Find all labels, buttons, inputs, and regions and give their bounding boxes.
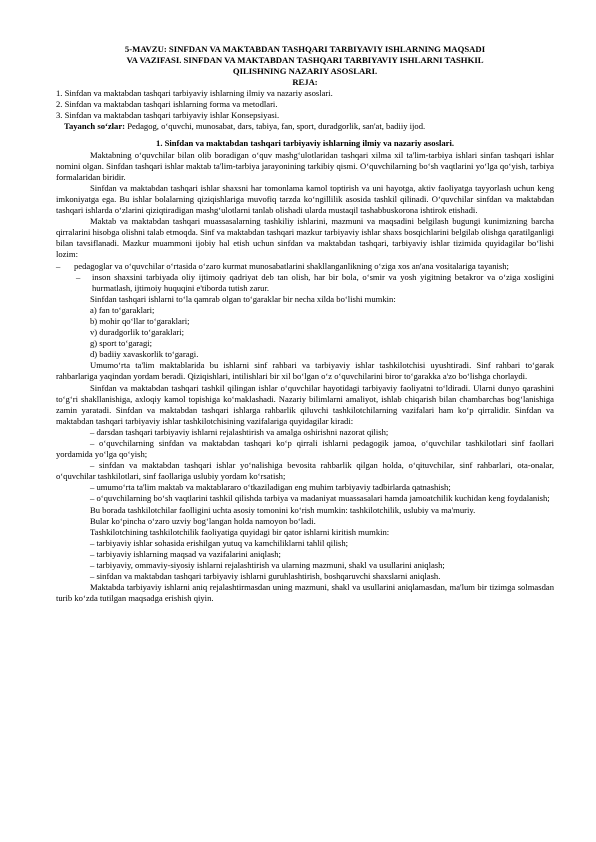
list-item: – o‘quvchilarning bo‘sh vaqtlarini tashkil qilishda tarbiya va madaniyat muassasalari hamda jamoatchilik kuchidan keng foydalanish; bbox=[90, 493, 550, 504]
paragraph: Tashkilotchining tashkilotchilik faoliyatiga quyidagi bir qator ishlarni kiritish mumkin: bbox=[90, 526, 390, 537]
list-item: – darsdan tashqari tarbiyaviy ishlarni rejalashtirish va amalga oshirishni nazorat qilish; bbox=[90, 426, 389, 437]
section-heading: 1. Sinfdan va maktabdan tashqari tarbiyaviy ishlarning ilmiy va nazariy asoslari. bbox=[156, 138, 454, 149]
paragraph: Maktab va maktabdan tashqari muassasalarning tashkiliy ishlarini, mazmuni va maqsadini belgilash bugungi kunimizning barcha qirralarini hisobga olishni talab etmoqda. Sinf va maktabdan tashqari mazkur tarbiyaviy ishlar shaxs bosqichlarini belgilab olishga qaratilganligi bilan tavsiflanadi. Mazkur muammoni ijobiy hal etish uchun sinfdan va maktabdan tashqari, tarbiyaviy ishlar tizimida quyidagilar bo‘lishi lozim: bbox=[56, 216, 554, 260]
paragraph: Sinfdan tashqari ishlarni to‘la qamrab olgan to‘garaklar bir necha xilda bo‘lishi mumkin: bbox=[90, 293, 396, 304]
list-item: – tarbiyaviy ishlar sohasida erishilgan yutuq va kamchiliklarni tahlil qilish; bbox=[90, 537, 349, 548]
list-item: – pedagoglar va o‘quvchilar o‘rtasida o‘zaro kurmat munosabatlarini shakllanganlikning o‘ziga xos an'ana vositalariga tayanish; bbox=[56, 261, 554, 272]
list-item: – umumo‘rta ta'lim maktab va maktablararo o‘tkaziladigan eng muhim tarbiyaviy tadbirlarda qatnashish; bbox=[90, 482, 451, 493]
list-item: d) badiiy xavaskorlik to‘garagi. bbox=[90, 349, 199, 360]
list-item: – sinfdan va maktabdan tashqari tarbiyaviy ishlarni guruhlashtirish, boshqaruvchi shaxslarni aniqlash. bbox=[90, 571, 441, 582]
paragraph: Sinfdan va maktabdan tashqari tashkil qilingan ishlar o‘quvchilar hayotidagi tarbiyaviy faoliyatni to‘ldiradi. Ularni dunyo qarashini to‘g‘ri shakllanishiga, axloqiy kamol topishiga ko‘maklashadi. Nazariy bilimlarni amaliyot, ishlab chiqarish bilan chambarchas bog‘lanishiga zamin yaratadi. Sinfdan va maktabdan tashqari ishlarga rahbarlik qiluvchi tashkilotchilarning vazifalari ham ko‘p qirralidir. Sinfdan va maktabdan tashqari tarbiyaviy ishlar tashkilotchisining vazifalariga quyidagilar kiradi: bbox=[56, 382, 554, 426]
list-item: – inson shaxsini tarbiyada oliy ijtimoiy qadriyat deb tan olish, har bir bola, o‘smir va yosh yigitning betakror va o‘ziga xosligini hurmatlash, ijtimoiy huquqini e'tiborda tutish zarur. bbox=[76, 271, 554, 293]
list-item-text: inson shaxsini tarbiyada oliy ijtimoiy qadriyat deb tan olish, har bir bola, o‘smir va yosh yigitning betakror va o‘ziga xosligini hurmatlash, ijtimoiy huquqini e'tiborda tutish zarur. bbox=[92, 271, 554, 293]
plan-heading: REJA: bbox=[292, 77, 318, 87]
paragraph: Sinfdan va maktabdan tashqari ishlar shaxsni har tomonlama kamol toptirish va uni hayotga, aktiv faoliyatga tayyorlash uchun keng imkoniyatga ega. Bu ishlar bolalarning qiziqishlariga muvofiq tarzda ko‘ngillilik asosida tashkil qilinadi. O‘quvchilar sinfdan va maktabdan tashqari ishlarda o‘zlarini qiziqtiradigan mashg‘ulotlarni tanlab olishadi ularda mustaqil tashabbuskorona ishtirok etishadi. bbox=[56, 182, 554, 216]
task-list bbox=[56, 427, 554, 505]
paragraph: Bu borada tashkilotchilar faolligini uchta asosiy tomonini ko‘rish mumkin: tashkilotchilik, uslubiy va ma'muriy. bbox=[90, 504, 476, 515]
keywords-text: Pedagog, o‘quvchi, munosabat, dars, tabiya, fan, sport, duradgorlik, san'at, badiiy ijod. bbox=[125, 121, 426, 132]
title-line-1: 5-MAVZU: SINFDAN VA MAKTABDAN TASHQARI TARBIYAVIY ISHLARNING MAQSADI bbox=[124, 44, 486, 54]
list-item: g) sport to‘garagi; bbox=[90, 338, 153, 349]
paragraph: Maktabning o‘quvchilar bilan olib boradigan o‘quv mashg‘ulotlaridan tashqari xilma xil ta'lim-tarbiya ishlari sinfan tashqari ishlar nomini olgan. Sinfdan tashqari ishlar maktab ta'lim-tarbiya jarayonining tarkibiy qismi. O‘quvchilarning bo‘sh vaqtlarini yo‘lga qo‘yish, tarbiya formalaridan biridir. bbox=[56, 149, 554, 182]
document-title bbox=[56, 44, 554, 77]
list-item: – o‘quvchilarning sinfdan va maktabdan tashqari ko‘p qirrali ishlarni pedagogik jamoa, o‘quvchilar tashkilotlari sinf faollari yordamida yo‘lga qo‘yish; bbox=[56, 438, 554, 460]
paragraph: Maktabda tarbiyaviy ishlarni aniq rejalashtirmasdan uning mazmuni, shakl va usullarini aniqlamasdan, ma'lum bir tizimga solmasdan turib ko‘zda tutilgan maqsadga erishish qiyin. bbox=[56, 582, 554, 604]
plan-list bbox=[56, 88, 554, 121]
club-list bbox=[56, 305, 554, 360]
list-item: v) duradgorlik to‘garaklari; bbox=[90, 327, 185, 338]
list-item-text: pedagoglar va o‘quvchilar o‘rtasida o‘zaro kurmat munosabatlarini shakllanganlikning o‘ziga xos an'ana vositalariga tayanish; bbox=[74, 260, 509, 271]
list-item: – tarbiyaviy ishlarning maqsad va vazifalarini aniqlash; bbox=[90, 548, 281, 559]
list-item: b) mohir qo‘llar to‘garaklari; bbox=[90, 315, 190, 326]
keywords-line bbox=[56, 121, 554, 132]
plan-item: 3. Sinfdan va maktabdan tashqari tarbiyaviy ishlar Konsepsiyasi. bbox=[56, 110, 280, 121]
list-item: – tarbiyaviy, ommaviy-siyosiy ishlarni rejalashtirish va ularning mazmuni, shakl va usullarini aniqlash; bbox=[90, 560, 445, 571]
title-line-2: VA VAZIFASI. SINFDAN VA MAKTABDAN TASHQARI TARBIYAVIY ISHLARNI TASHKIL bbox=[126, 55, 484, 65]
list-item: a) fan to‘garaklari; bbox=[90, 304, 155, 315]
paragraph: Bular ko‘pincha o‘zaro uzviy bog‘langan holda namoyon bo‘ladi. bbox=[90, 515, 316, 526]
org-task-list bbox=[56, 538, 554, 582]
plan-item: 1. Sinfdan va maktabdan tashqari tarbiyaviy ishlarning ilmiy va nazariy asoslari. bbox=[56, 88, 333, 99]
keywords-label: Tayanch so‘zlar: bbox=[64, 121, 126, 132]
list-item: – sinfdan va maktabdan tashqari ishlar yo‘nalishiga bevosita rahbarlik qilgan holda, o‘qituvchilar, sinf rahbarlari, ota-onalar, o‘quvchilar tashkilotlari, sinf faollariga uslubiy yordam ko‘rsatish; bbox=[56, 460, 554, 482]
paragraph: Umumo‘rta ta'lim maktablarida bu ishlarni sinf rahbari va tarbiyaviy ishlar tashkilotchisi uyushtiradi. Sinf rahbari to‘garak rahbarlariga yaqindan yordam beradi. Qiziqishlari, intilishlari bir xil bo‘lgan o‘z o‘quvchilarini biror to‘garakka a'zo bo‘lishga chorlaydi. bbox=[56, 360, 554, 382]
plan-item: 2. Sinfdan va maktabdan tashqari ishlarning forma va metodlari. bbox=[56, 99, 278, 110]
title-line-3: QILISHNING NAZARIY ASOSLARI. bbox=[232, 66, 378, 76]
